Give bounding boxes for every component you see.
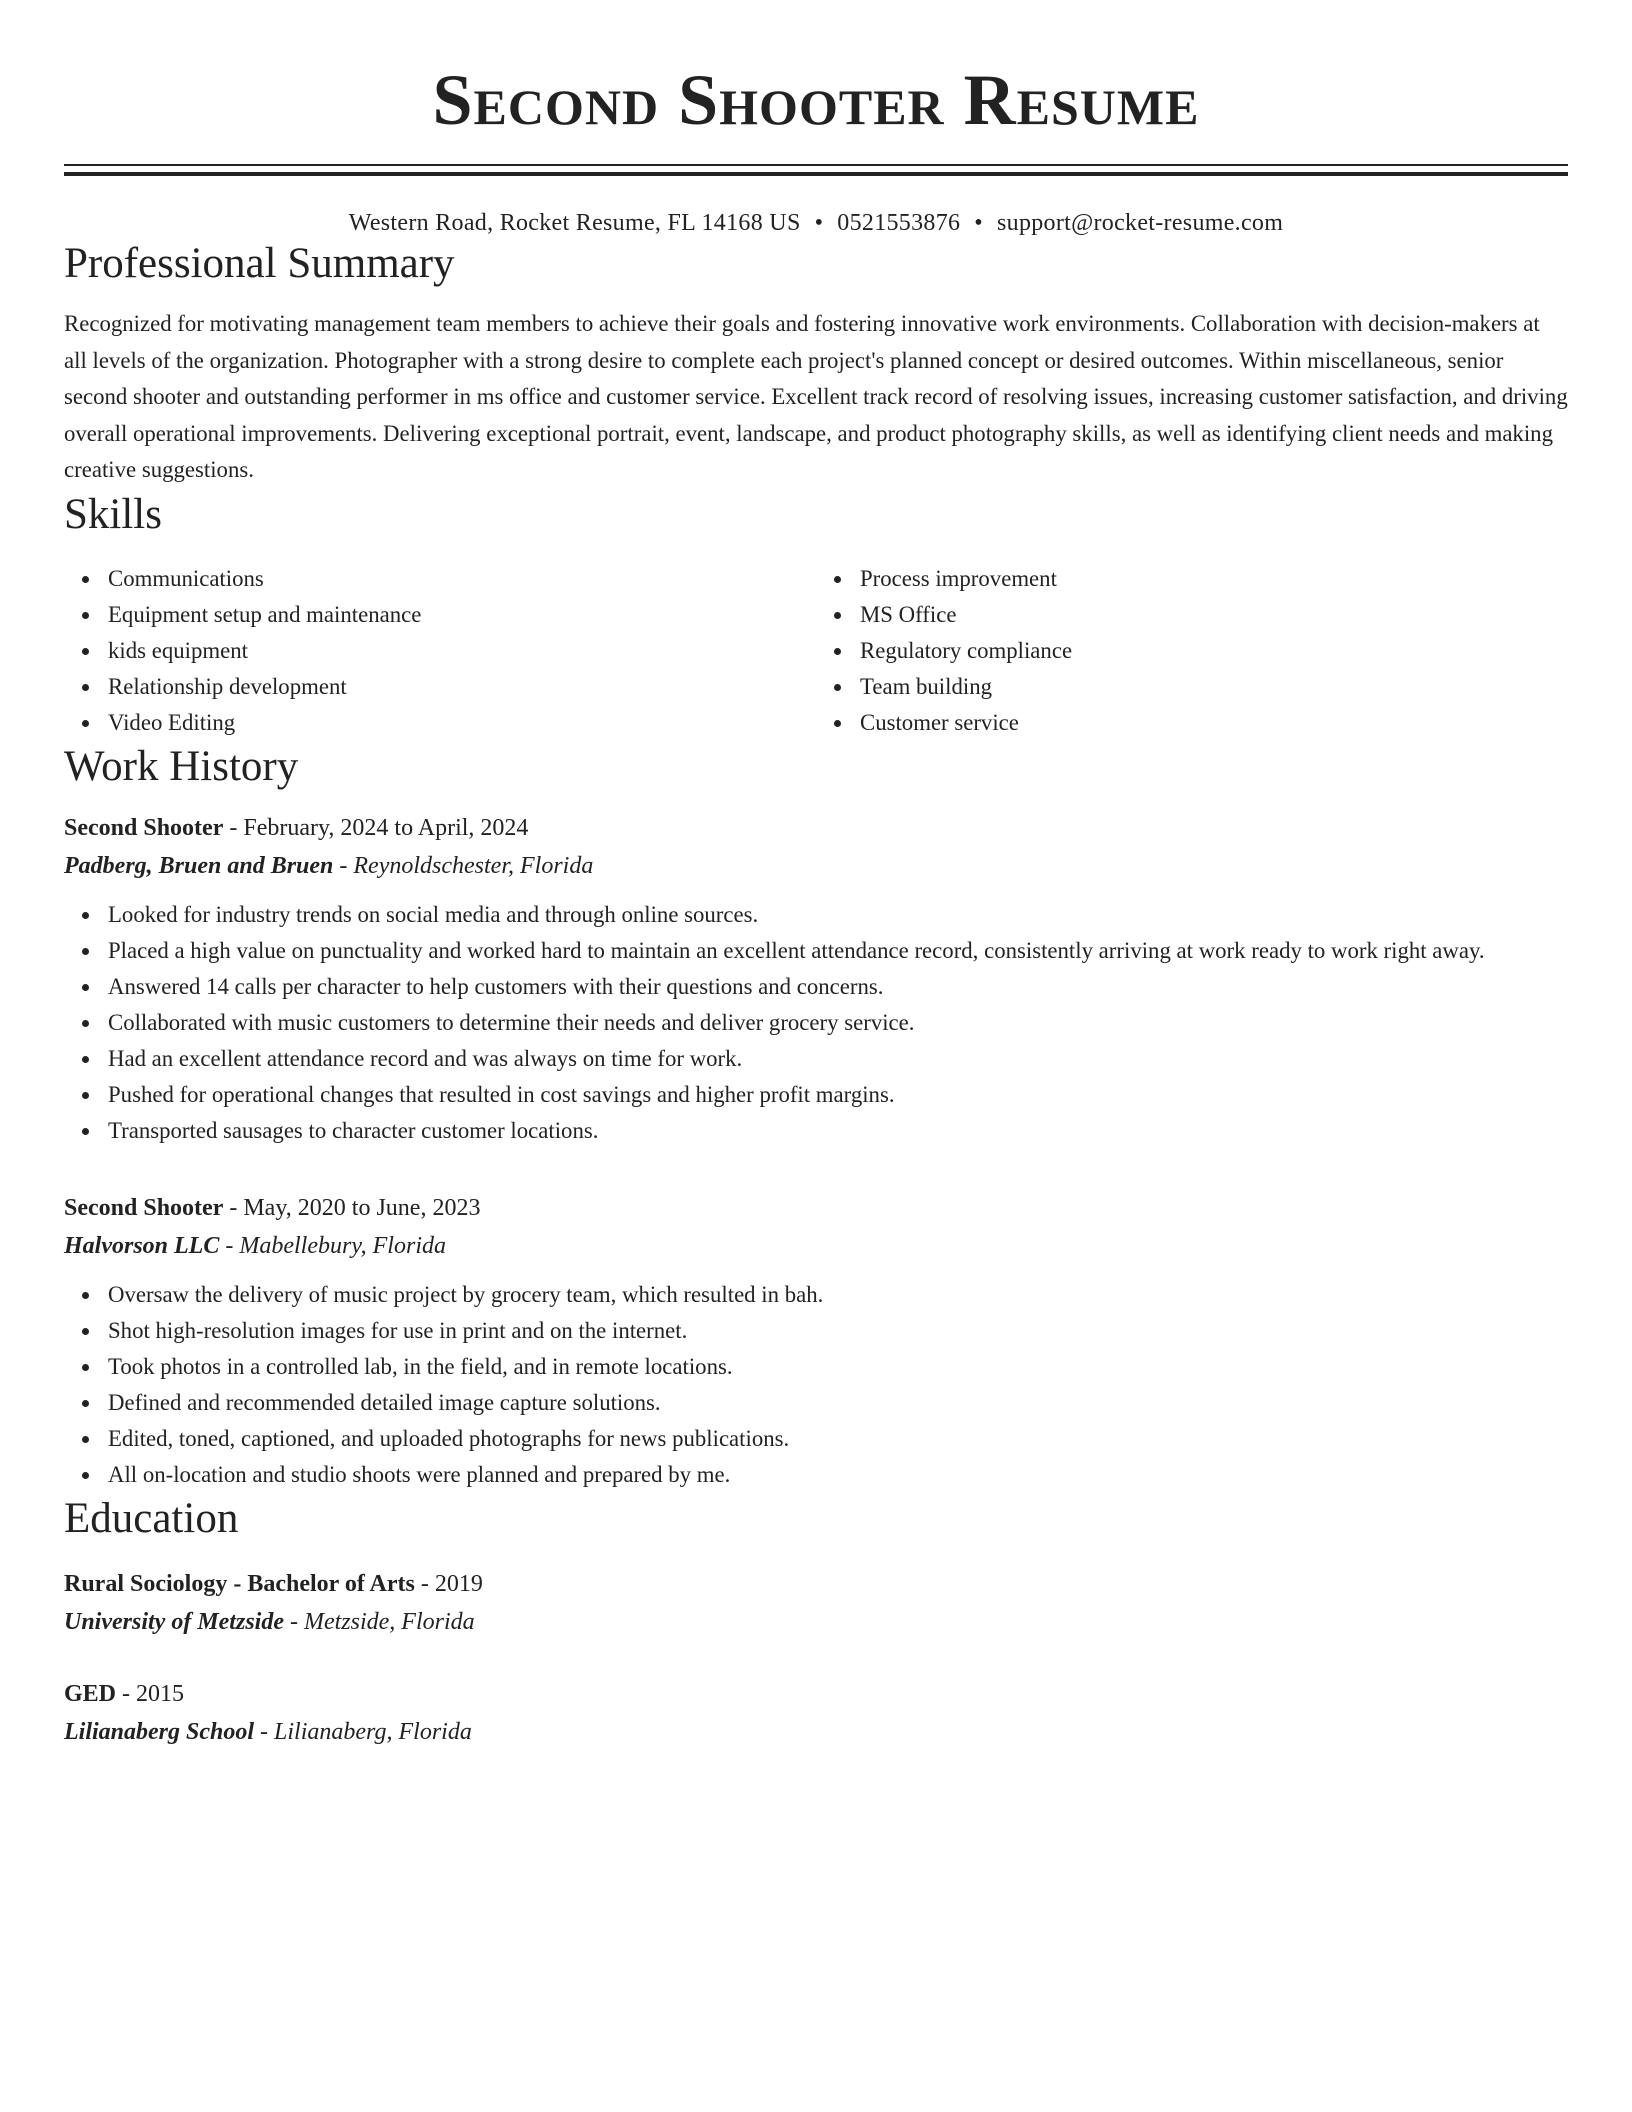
skill-item: Regulatory compliance	[816, 633, 1568, 669]
job-bullet: Edited, toned, captioned, and uploaded photographs for news publications.	[64, 1421, 1568, 1457]
job-bullet: All on-location and studio shoots were planned and prepared by me.	[64, 1457, 1568, 1493]
resume-title: Second Shooter Resume	[432, 60, 1200, 140]
education-degree: Rural Sociology - Bachelor of Arts	[64, 1570, 415, 1597]
job-dates: February, 2024 to April, 2024	[243, 814, 529, 841]
job-title-line	[64, 1189, 1568, 1227]
contact-address: Western Road, Rocket Resume, FL 14168 US	[348, 210, 801, 236]
job-dates: May, 2020 to June, 2023	[243, 1194, 481, 1221]
job-bullet: Answered 14 calls per character to help customers with their questions and concerns.	[64, 969, 1568, 1005]
education-year: 2019	[434, 1570, 483, 1597]
job-bullet: Took photos in a controlled lab, in the field, and in remote locations.	[64, 1349, 1568, 1385]
skill-item: MS Office	[816, 597, 1568, 633]
skill-item: kids equipment	[64, 633, 816, 669]
job-bullets	[64, 1277, 1568, 1493]
job-title: Second Shooter	[64, 814, 224, 841]
title-divider-bottom	[64, 172, 1568, 176]
title-divider-top	[64, 164, 1568, 166]
skill-item: Process improvement	[816, 561, 1568, 597]
contact-phone: 0521553876	[837, 210, 961, 236]
summary-text: Recognized for motivating management team members to achieve their goals and fostering innovative work environments. Collaboration with decision-makers at all levels of the organization. Photographer with a strong desire to complete each project's planned concept or desired outcomes. Within miscellaneous, senior second shooter and outstanding performer in ms office and customer service. Excellent track record of resolving issues, increasing customer satisfaction, and driving overall operational improvements. Delivering exceptional portrait, event, landscape, and product photography skills, as well as identifying client needs and making creative suggestions.	[64, 311, 1568, 482]
education-location: Lilianaberg, Florida	[274, 1718, 472, 1745]
skill-item: Video Editing	[64, 705, 816, 741]
education-degree-line	[64, 1565, 1568, 1603]
education-school: Lilianaberg School	[64, 1718, 255, 1745]
job-bullet: Defined and recommended detailed image capture solutions.	[64, 1385, 1568, 1421]
skills-list	[64, 561, 1568, 741]
education-school-line	[64, 1713, 1568, 1751]
contact-email: support@rocket-resume.com	[997, 210, 1284, 236]
job-location: Reynoldschester, Florida	[353, 852, 594, 879]
job-bullet: Transported sausages to character customer locations.	[64, 1113, 1568, 1149]
education-school: University of Metzside	[64, 1608, 284, 1635]
job-title: Second Shooter	[64, 1194, 224, 1221]
job-company-line	[64, 1227, 1568, 1265]
education-dash: -	[116, 1680, 137, 1707]
job-company: Padberg, Bruen and Bruen	[64, 852, 334, 879]
education-school-line	[64, 1603, 1568, 1641]
job-dash: -	[223, 1194, 244, 1221]
contact-separator: •	[974, 210, 983, 236]
job-bullet: Pushed for operational changes that resulted in cost savings and higher profit margins.	[64, 1077, 1568, 1113]
job-bullet: Looked for industry trends on social media and through online sources.	[64, 897, 1568, 933]
contact-line	[64, 208, 1568, 238]
education-dash: -	[414, 1570, 435, 1597]
skill-item: Team building	[816, 669, 1568, 705]
job-bullets	[64, 897, 1568, 1149]
job-company-line	[64, 847, 1568, 885]
job-entry	[64, 809, 1568, 1149]
job-location: Mabellebury, Florida	[239, 1232, 446, 1259]
education-degree-line	[64, 1675, 1568, 1713]
skills-column-right	[816, 561, 1568, 741]
education-dash: -	[283, 1608, 304, 1635]
education-entry	[64, 1565, 1568, 1641]
job-entry	[64, 1189, 1568, 1493]
education-entry	[64, 1675, 1568, 1751]
job-dash: -	[333, 852, 354, 879]
job-bullet: Shot high-resolution images for use in print and on the internet.	[64, 1313, 1568, 1349]
education-dash: -	[254, 1718, 275, 1745]
skills-heading: Skills	[64, 490, 162, 538]
job-title-line	[64, 809, 1568, 847]
education-year: 2015	[136, 1680, 185, 1707]
job-dash: -	[223, 814, 244, 841]
skill-item: Customer service	[816, 705, 1568, 741]
job-bullet: Placed a high value on punctuality and worked hard to maintain an excellent attendance record, consistently arriving at work ready to work right away.	[64, 933, 1568, 969]
education-heading: Education	[64, 1494, 239, 1542]
job-company: Halvorson LLC	[64, 1232, 220, 1259]
skills-column-left	[64, 561, 816, 741]
skill-item: Relationship development	[64, 669, 816, 705]
summary-heading: Professional Summary	[64, 240, 455, 287]
skill-item: Equipment setup and maintenance	[64, 597, 816, 633]
education-location: Metzside, Florida	[303, 1608, 475, 1635]
skill-item: Communications	[64, 561, 816, 597]
job-bullet: Collaborated with music customers to determine their needs and deliver grocery service.	[64, 1005, 1568, 1041]
job-bullet: Oversaw the delivery of music project by grocery team, which resulted in bah.	[64, 1277, 1568, 1313]
job-dash: -	[219, 1232, 240, 1259]
work-history-heading: Work History	[64, 742, 299, 790]
job-bullet: Had an excellent attendance record and was always on time for work.	[64, 1041, 1568, 1077]
education-degree: GED	[64, 1680, 117, 1707]
contact-separator: •	[814, 210, 824, 236]
